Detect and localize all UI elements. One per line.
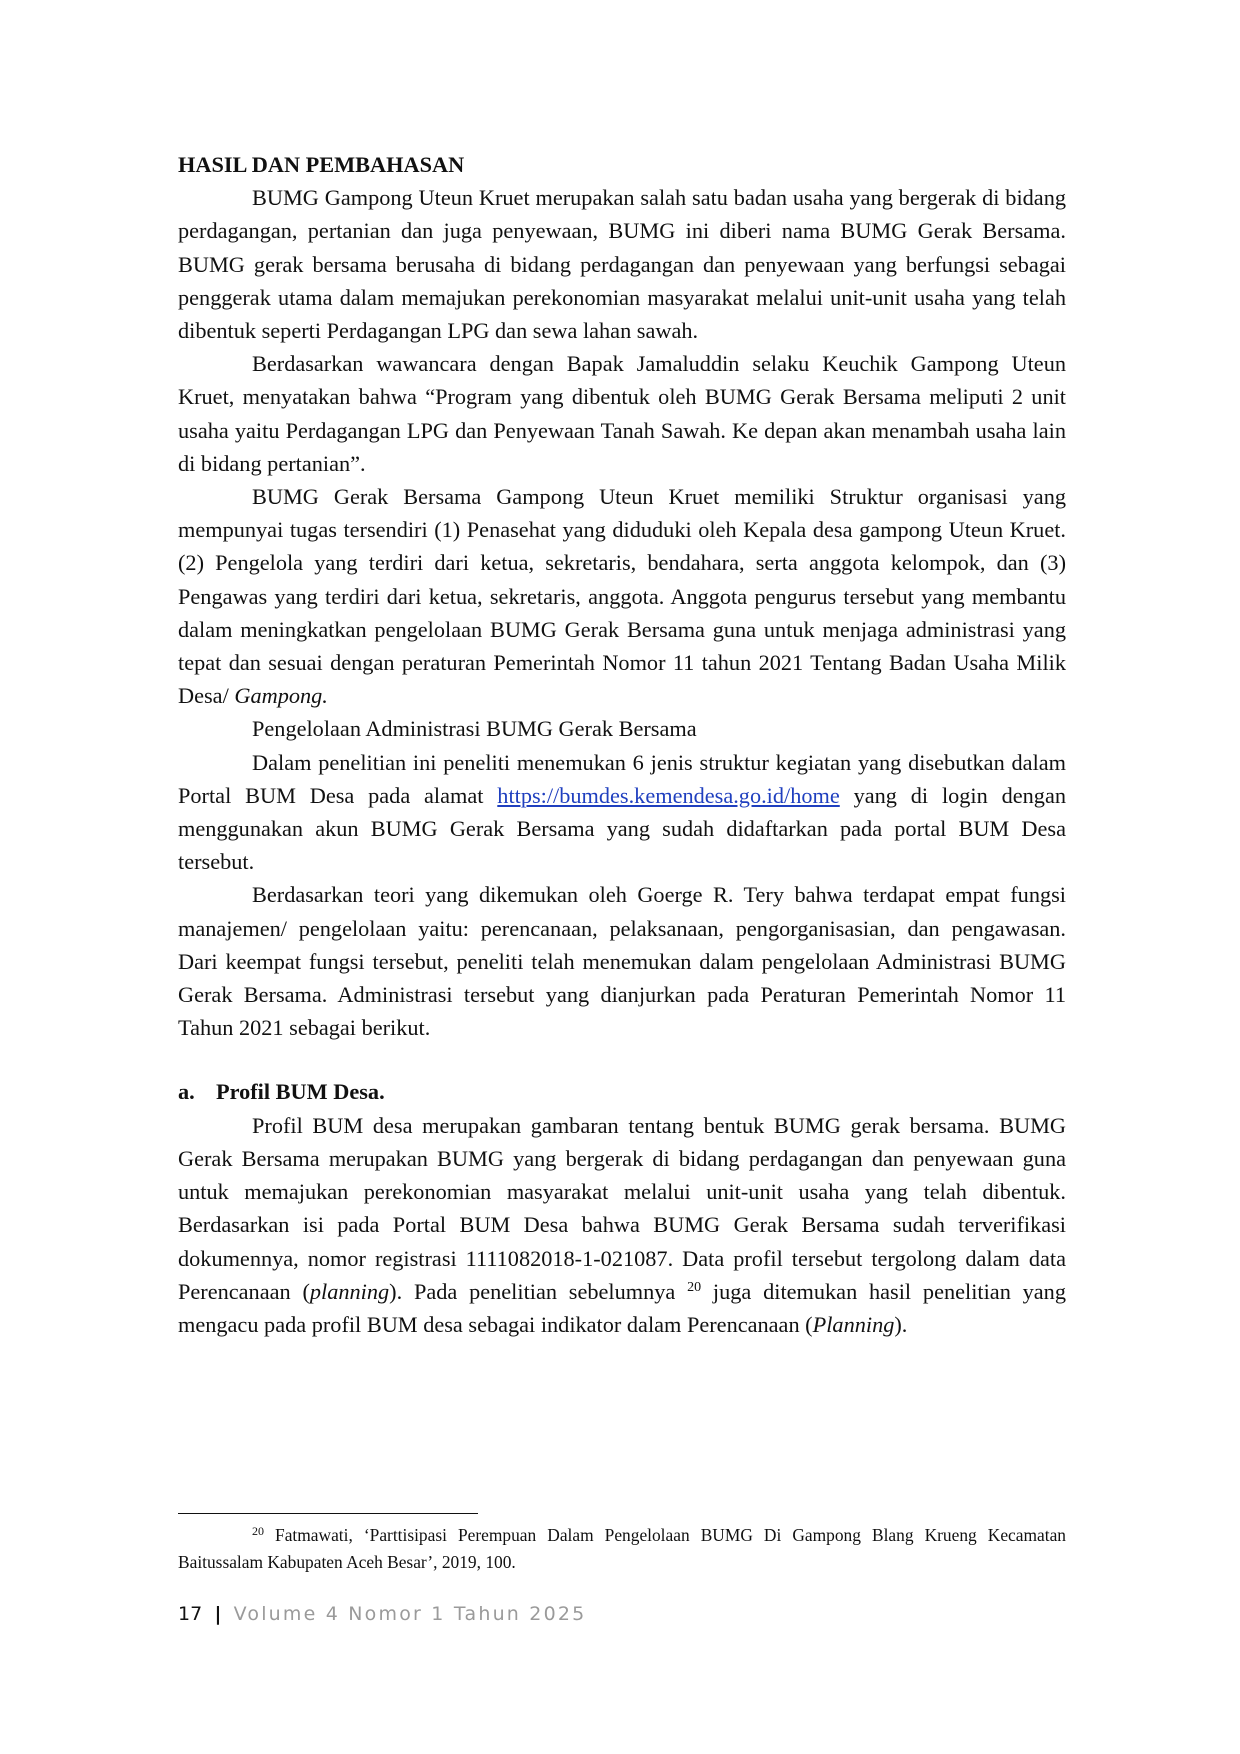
section-a-italic-planning-2: Planning [812, 1311, 895, 1337]
page-number: 17 [178, 1603, 203, 1625]
paragraph-3 [178, 480, 1066, 712]
footnote-text: Fatmawati, ‘Parttisipasi Perempuan Dalam Pengelolaan BUMG Di Gampong Blang Krueng Kecamatan Baitussalam Kabupaten Aceh Besar’, 2019, 100. [178, 1525, 1066, 1572]
paragraph-5-text-after: yang di login dengan menggunakan akun BUMG Gerak Bersama yang sudah didaftarkan pada portal BUM Desa tersebut. [178, 782, 1066, 875]
paragraph-3-italic: Gampong. [234, 683, 328, 709]
paragraph-5 [178, 746, 1066, 879]
portal-link[interactable]: https://bumdes.kemendesa.go.id/home [497, 782, 840, 808]
paragraph-2: Berdasarkan wawancara dengan Bapak Jamaluddin selaku Keuchik Gampong Uteun Kruet, menyatakan bahwa “Program yang dibentuk oleh BUMG Gerak Bersama meliputi 2 unit usaha yaitu Perdagangan LPG dan Penyewaan Tanah Sawah. Ke depan akan menambah usaha lain di bidang pertanian”. [178, 351, 1066, 476]
section-a-text-3: juga ditemukan hasil penelitian yang mengacu pada profil BUM desa sebagai indikator dalam Perencanaan ( [178, 1278, 1066, 1337]
section-a-letter: a. [178, 1079, 195, 1105]
paragraph-1: BUMG Gampong Uteun Kruet merupakan salah satu badan usaha yang bergerak di bidang perdagangan, pertanian dan juga penyewaan, BUMG ini diberi nama BUMG Gerak Bersama. BUMG gerak bersama berusaha di bidang perdagangan dan penyewaan yang berfungsi sebagai penggerak utama dalam memajukan perekonomian masyarakat melalui unit-unit usaha yang telah dibentuk seperti Perdagangan LPG dan sewa lahan sawah. [178, 185, 1066, 344]
footnote [178, 1522, 1066, 1576]
footnote-divider [178, 1513, 478, 1514]
volume-info: Volume 4 Nomor 1 Tahun 2025 [233, 1603, 587, 1625]
section-a-title: Profil BUM Desa. [216, 1079, 385, 1105]
page-footer [178, 1603, 586, 1625]
paragraph-5-text-before: Dalam penelitian ini peneliti menemukan 6 jenis struktur kegiatan yang disebutkan dalam Portal BUM Desa pada alamat [178, 749, 1066, 808]
section-a-italic-planning: planning [309, 1278, 390, 1304]
footnote-reference[interactable]: 20 [687, 1279, 702, 1295]
paragraph-6: Berdasarkan teori yang dikemukan oleh Goerge R. Tery bahwa terdapat empat fungsi manajemen/ pengelolaan yaitu: perencanaan, pelaksanaan, pengorganisasian, dan pengawasan. Dari keempat fungsi tersebut, peneliti telah menemukan dalam pengelolaan Administrasi BUMG Gerak Bersama. Administrasi tersebut yang dianjurkan pada Peraturan Pemerintah Nomor 11 Tahun 2021 sebagai berikut. [178, 882, 1066, 1041]
section-a-text-2: ). Pada penelitian sebelumnya [389, 1278, 688, 1304]
main-content [178, 148, 1066, 1341]
section-a-text-4: ). [894, 1311, 908, 1337]
subheading-administrasi: Pengelolaan Administrasi BUMG Gerak Bersama [252, 716, 697, 742]
paragraph-3-text: BUMG Gerak Bersama Gampong Uteun Kruet memiliki Struktur organisasi yang mempunyai tugas tersendiri (1) Penasehat yang diduduki oleh Kepala desa gampong Uteun Kruet. (2) Pengelola yang terdiri dari ketua, sekretaris, bendahara, serta anggota kelompok, dan (3) Pengawas yang terdiri dari ketua, sekretaris, anggota. Anggota pengurus tersebut yang membantu dalam meningkatkan pengelolaan BUMG Gerak Bersama guna untuk menjaga administrasi yang tepat dan sesuai dengan peraturan Pemerintah Nomor 11 tahun 2021 Tentang Badan Usaha Milik Desa/ [178, 484, 1066, 709]
footer-separator: | [214, 1603, 222, 1625]
section-a-heading [178, 1075, 1066, 1108]
footnote-number: 20 [252, 1524, 264, 1538]
section-heading: HASIL DAN PEMBAHASAN [178, 152, 465, 177]
section-a-text-1: Profil BUM desa merupakan gambaran tentang bentuk BUMG gerak bersama. BUMG Gerak Bersama merupakan BUMG yang bergerak di bidang perdagangan dan penyewaan guna untuk memajukan perekonomian masyarakat melalui unit-unit usaha yang telah dibentuk. Berdasarkan isi pada Portal BUM Desa bahwa BUMG Gerak Bersama sudah terverifikasi dokumennya, nomor registrasi 1111082018-1-021087. Data profil tersebut tergolong dalam data Perencanaan ( [178, 1112, 1066, 1304]
section-a-paragraph [178, 1109, 1066, 1341]
